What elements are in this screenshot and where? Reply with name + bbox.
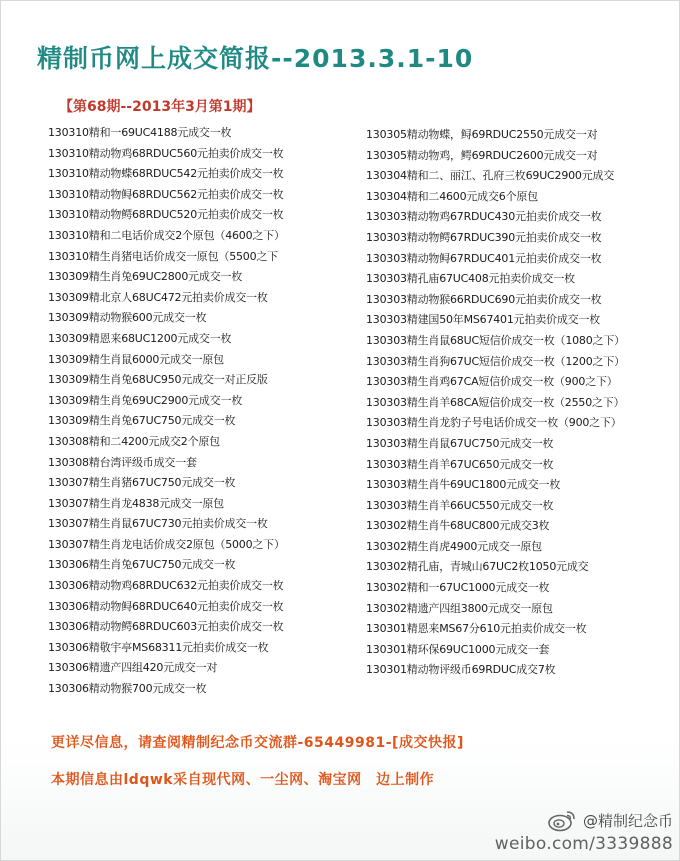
- transaction-item: 130306精生肖兔67UC750元成交一枚: [48, 558, 236, 572]
- left-transaction-list: [48, 123, 285, 700]
- transaction-item: 130303精生肖羊66UC550元成交一枚: [366, 498, 554, 512]
- transaction-item: 130302精遗产四组3800元成交一原包: [366, 601, 553, 615]
- transaction-item: 130309精生肖兔68UC950元成交一对正反版: [48, 373, 268, 387]
- transaction-item: 130301精环保69UC1000元成交一套: [366, 642, 550, 656]
- weibo-handle: @精制纪念币: [582, 811, 673, 830]
- transaction-item: 130306精动物鸡68RDUC632元拍卖价成交一枚: [48, 579, 284, 593]
- transaction-item: 130310精动物鸡68RDUC560元拍卖价成交一枚: [48, 146, 284, 160]
- transaction-item: 130307精生肖龙4838元成交一原包: [48, 496, 224, 510]
- transaction-item: 130304精和二4600元成交6个原包: [366, 189, 538, 203]
- transaction-item: 130309精生肖兔67UC750元成交一枚: [48, 414, 236, 428]
- transaction-item: 130302精和一67UC1000元成交一枚: [366, 581, 550, 595]
- transaction-item: 130303精建国50年MS67401元拍卖价成交一枚: [366, 313, 601, 327]
- weibo-url: weibo.com/3339888: [494, 834, 673, 854]
- transaction-item: 130306精动物猴700元成交一枚: [48, 682, 207, 696]
- transaction-item: 130303精孔庙67UC408元拍卖价成交一枚: [366, 272, 575, 286]
- transaction-item: 130303精生肖狗67UC短信价成交一枚（1200之下）: [366, 354, 625, 368]
- transaction-item: 130309精北京人68UC472元拍卖价成交一枚: [48, 290, 268, 304]
- transaction-item: 130304精和二、丽江、孔府三枚69UC2900元成交: [366, 169, 615, 183]
- transaction-item: 130305精动物鸡，鳄69RDUC2600元成交一对: [366, 148, 598, 162]
- transaction-item: 130306精遗产四组420元成交一对: [48, 661, 218, 675]
- transaction-item: 130305精动物蝶，鲟69RDUC2550元成交一对: [366, 128, 598, 141]
- footer-credit: 本期信息由ldqwk采自现代网、一尘网、淘宝网 边上制作: [51, 772, 435, 788]
- transaction-item: 130308精和二4200元成交2个原包: [48, 434, 220, 448]
- transaction-item: 130303精动物鳄67RDUC390元拍卖价成交一枚: [366, 230, 602, 244]
- transaction-item: 130303精动物鲟67RDUC401元拍卖价成交一枚: [366, 251, 602, 265]
- transaction-item: 130310精动物鲟68RDUC562元拍卖价成交一枚: [48, 187, 284, 201]
- transaction-item: 130303精生肖羊68CA短信价成交一枚（2550之下）: [366, 395, 625, 409]
- transaction-item: 130309精生肖兔69UC2800元成交一枚: [48, 270, 243, 284]
- transaction-item: 130309精生肖兔69UC2900元成交一枚: [48, 393, 243, 407]
- transaction-item: 130306精动物鳄68RDUC603元拍卖价成交一枚: [48, 620, 284, 634]
- transaction-item: 130310精和二电话价成交2个原包（4600之下）: [48, 228, 285, 242]
- transaction-item: 130303精生肖鼠67UC750元成交一枚: [366, 436, 554, 450]
- transaction-item: 130310精动物鳄68RDUC520元拍卖价成交一枚: [48, 208, 284, 222]
- transaction-item: 130302精生肖牛68UC800元成交3枚: [366, 519, 550, 533]
- transaction-item: 130303精动物鸡67RDUC430元拍卖价成交一枚: [366, 210, 602, 224]
- weibo-icon: [547, 808, 577, 832]
- transaction-item: 130310精动物蝶68RDUC542元拍卖价成交一枚: [48, 167, 284, 181]
- transaction-item: 130308精台湾评级币成交一套: [48, 455, 197, 469]
- transaction-item: 130303精生肖鼠68UC短信价成交一枚（1080之下）: [366, 333, 625, 347]
- transaction-item: 130303精动物猴66RDUC690元拍卖价成交一枚: [366, 292, 602, 306]
- transaction-item: 130303精生肖羊67UC650元成交一枚: [366, 457, 554, 471]
- transaction-item: 130310精和一69UC4188元成交一枚: [48, 126, 232, 139]
- transaction-item: 130306精动物鲟68RDUC640元拍卖价成交一枚: [48, 599, 284, 613]
- transaction-item: 130309精恩来68UC1200元成交一枚: [48, 331, 232, 345]
- footer-group-info: 更详尽信息，请查阅精制纪念币交流群-65449981-[成交快报]: [51, 735, 464, 751]
- transaction-item: 130310精生肖猪电话价成交一原包（5500之下: [48, 249, 278, 263]
- transaction-item: 130303精生肖牛69UC1800元成交一枚: [366, 478, 561, 492]
- transaction-item: 130307精生肖龙电话价成交2原包（5000之下）: [48, 537, 285, 551]
- right-transaction-list: [366, 125, 625, 681]
- transaction-item: 130309精生肖鼠6000元成交一原包: [48, 352, 224, 366]
- transaction-item: 130307精生肖鼠67UC730元拍卖价成交一枚: [48, 517, 268, 531]
- transaction-item: 130302精孔庙，青城山67UC2枚1050元成交: [366, 560, 589, 574]
- transaction-item: 130306精敬宇亭MS68311元拍卖价成交一枚: [48, 640, 269, 654]
- issue-heading: 【第68期--2013年3月第1期】: [59, 99, 261, 115]
- transaction-item: 130301精恩来MS67分610元拍卖价成交一枚: [366, 622, 587, 636]
- transaction-item: 130303精生肖鸡67CA短信价成交一枚（900之下）: [366, 375, 618, 389]
- transaction-item: 130302精生肖虎4900元成交一原包: [366, 539, 542, 553]
- page-title: 精制币网上成交简报--2013.3.1-10: [37, 44, 474, 73]
- transaction-item: 130303精生肖龙豹子号电话价成交一枚（900之下）: [366, 416, 622, 430]
- transaction-item: 130307精生肖猪67UC750元成交一枚: [48, 476, 236, 490]
- weibo-watermark: [495, 808, 673, 854]
- transaction-item: 130301精动物评级币69RDUC成交7枚: [366, 663, 556, 677]
- transaction-item: 130309精动物猴600元成交一枚: [48, 311, 207, 325]
